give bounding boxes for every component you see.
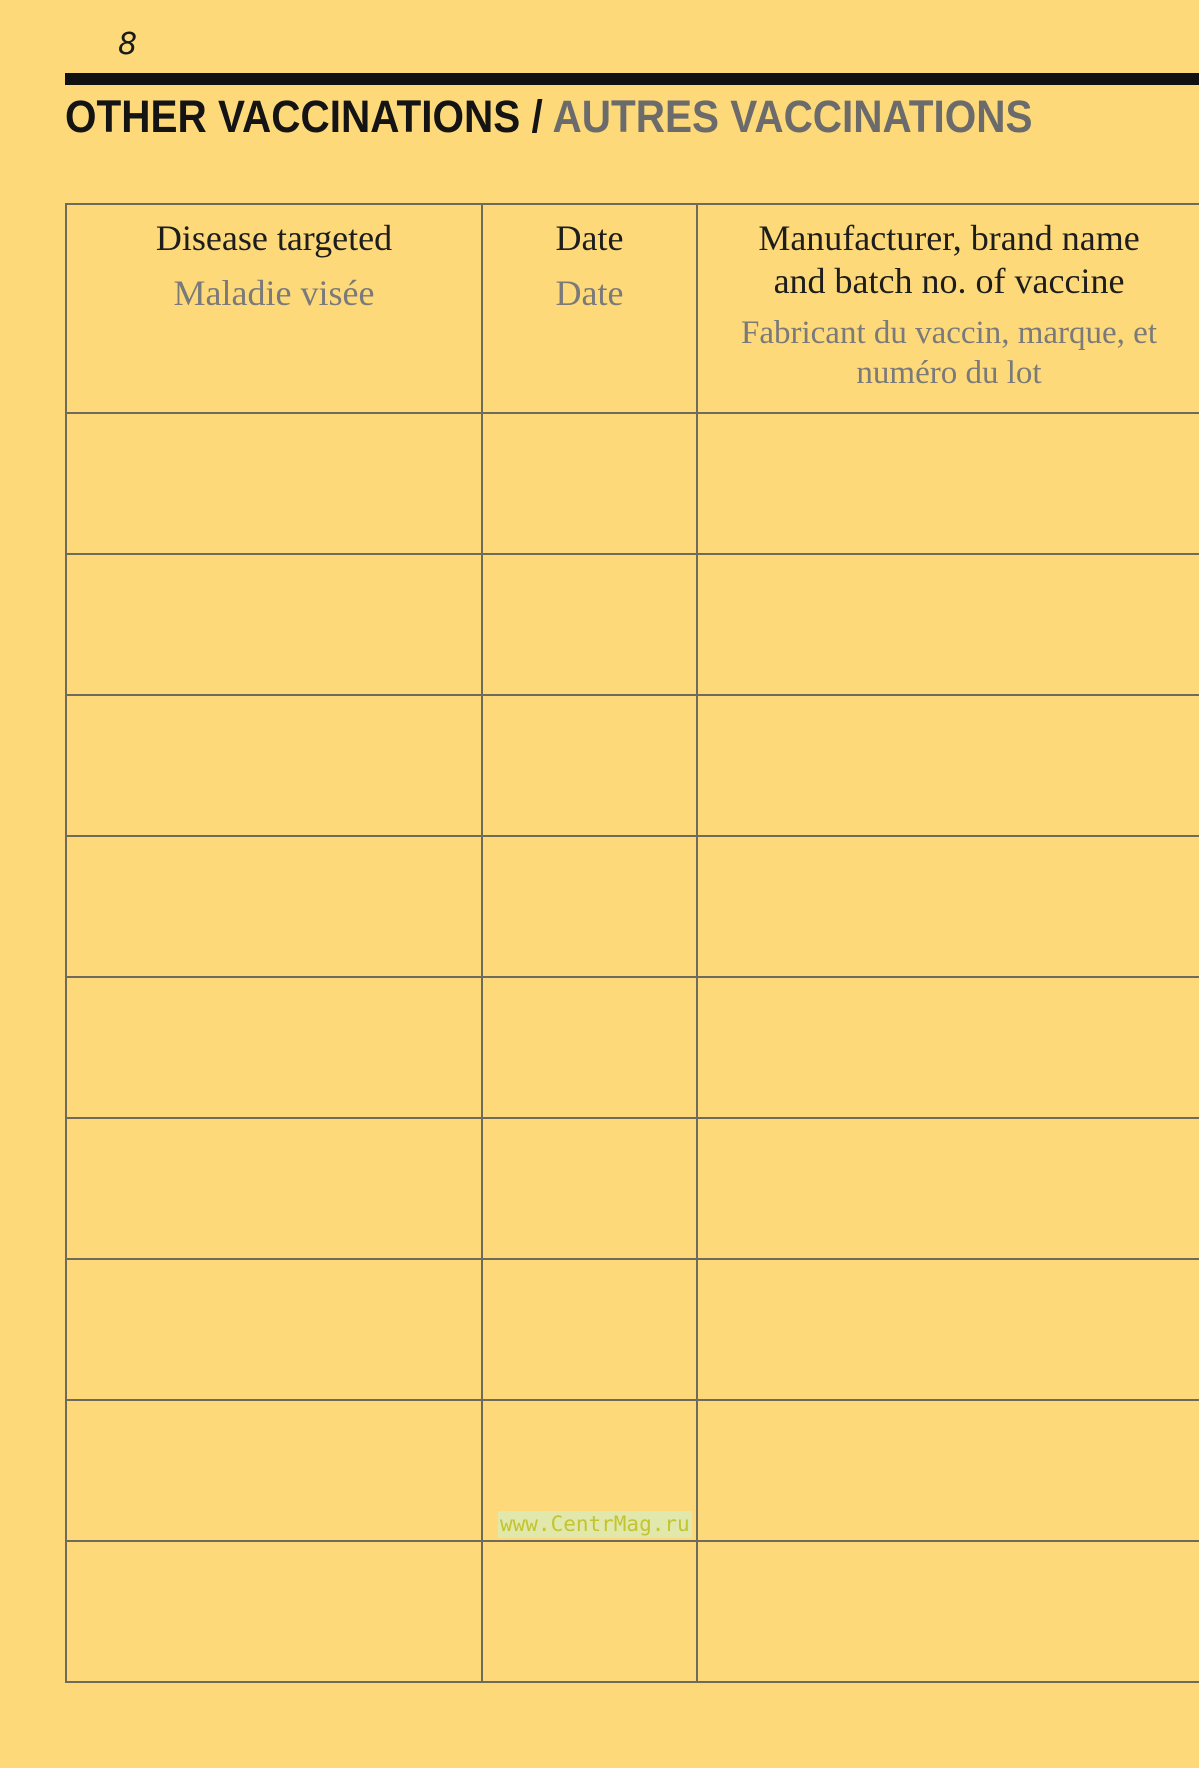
table-row xyxy=(66,1118,1199,1259)
manufacturer-cell[interactable] xyxy=(697,1541,1199,1682)
disease-cell[interactable] xyxy=(66,1259,482,1400)
header-label-en-line1: Manufacturer, brand name xyxy=(758,218,1140,258)
date-cell[interactable] xyxy=(482,836,697,977)
table-row xyxy=(66,695,1199,836)
date-cell[interactable] xyxy=(482,413,697,554)
manufacturer-cell[interactable] xyxy=(697,1118,1199,1259)
disease-cell[interactable] xyxy=(66,1118,482,1259)
watermark: www.CentrMag.ru xyxy=(498,1511,692,1538)
page-title xyxy=(65,91,1033,142)
manufacturer-cell[interactable] xyxy=(697,1259,1199,1400)
manufacturer-cell[interactable] xyxy=(697,836,1199,977)
table-row xyxy=(66,554,1199,695)
table-row xyxy=(66,1259,1199,1400)
vaccination-table xyxy=(65,203,1199,1683)
header-label-en: Disease targeted xyxy=(155,218,393,258)
header-label-fr-line2: numéro du lot xyxy=(856,355,1042,391)
manufacturer-cell[interactable] xyxy=(697,977,1199,1118)
date-cell[interactable] xyxy=(482,1259,697,1400)
table-row xyxy=(66,977,1199,1118)
page-number: 8 xyxy=(118,27,138,62)
manufacturer-cell[interactable] xyxy=(697,695,1199,836)
disease-cell[interactable] xyxy=(66,413,482,554)
table-header-row xyxy=(66,204,1199,413)
table-row xyxy=(66,1541,1199,1682)
disease-cell[interactable] xyxy=(66,695,482,836)
manufacturer-cell[interactable] xyxy=(697,1400,1199,1541)
table-row xyxy=(66,413,1199,554)
header-label-fr: Maladie visée xyxy=(173,273,375,313)
date-cell[interactable] xyxy=(482,695,697,836)
header-date xyxy=(482,204,697,413)
title-english: OTHER VACCINATIONS xyxy=(65,91,521,142)
header-label-en-line2: and batch no. of vaccine xyxy=(773,261,1125,301)
date-cell[interactable] xyxy=(482,1541,697,1682)
title-french: AUTRES VACCINATIONS xyxy=(552,91,1033,142)
manufacturer-cell[interactable] xyxy=(697,554,1199,695)
header-label-fr-line1: Fabricant du vaccin, marque, et xyxy=(741,315,1157,351)
top-rule xyxy=(65,73,1199,85)
disease-cell[interactable] xyxy=(66,977,482,1118)
header-label-en: Date xyxy=(555,218,624,258)
date-cell[interactable] xyxy=(482,554,697,695)
header-disease-targeted xyxy=(66,204,482,413)
header-label-fr: Date xyxy=(555,273,624,313)
disease-cell[interactable] xyxy=(66,836,482,977)
date-cell[interactable] xyxy=(482,977,697,1118)
manufacturer-cell[interactable] xyxy=(697,413,1199,554)
disease-cell[interactable] xyxy=(66,554,482,695)
header-manufacturer xyxy=(697,204,1199,413)
title-separator: / xyxy=(531,91,543,142)
date-cell[interactable] xyxy=(482,1118,697,1259)
table-row xyxy=(66,836,1199,977)
disease-cell[interactable] xyxy=(66,1400,482,1541)
disease-cell[interactable] xyxy=(66,1541,482,1682)
